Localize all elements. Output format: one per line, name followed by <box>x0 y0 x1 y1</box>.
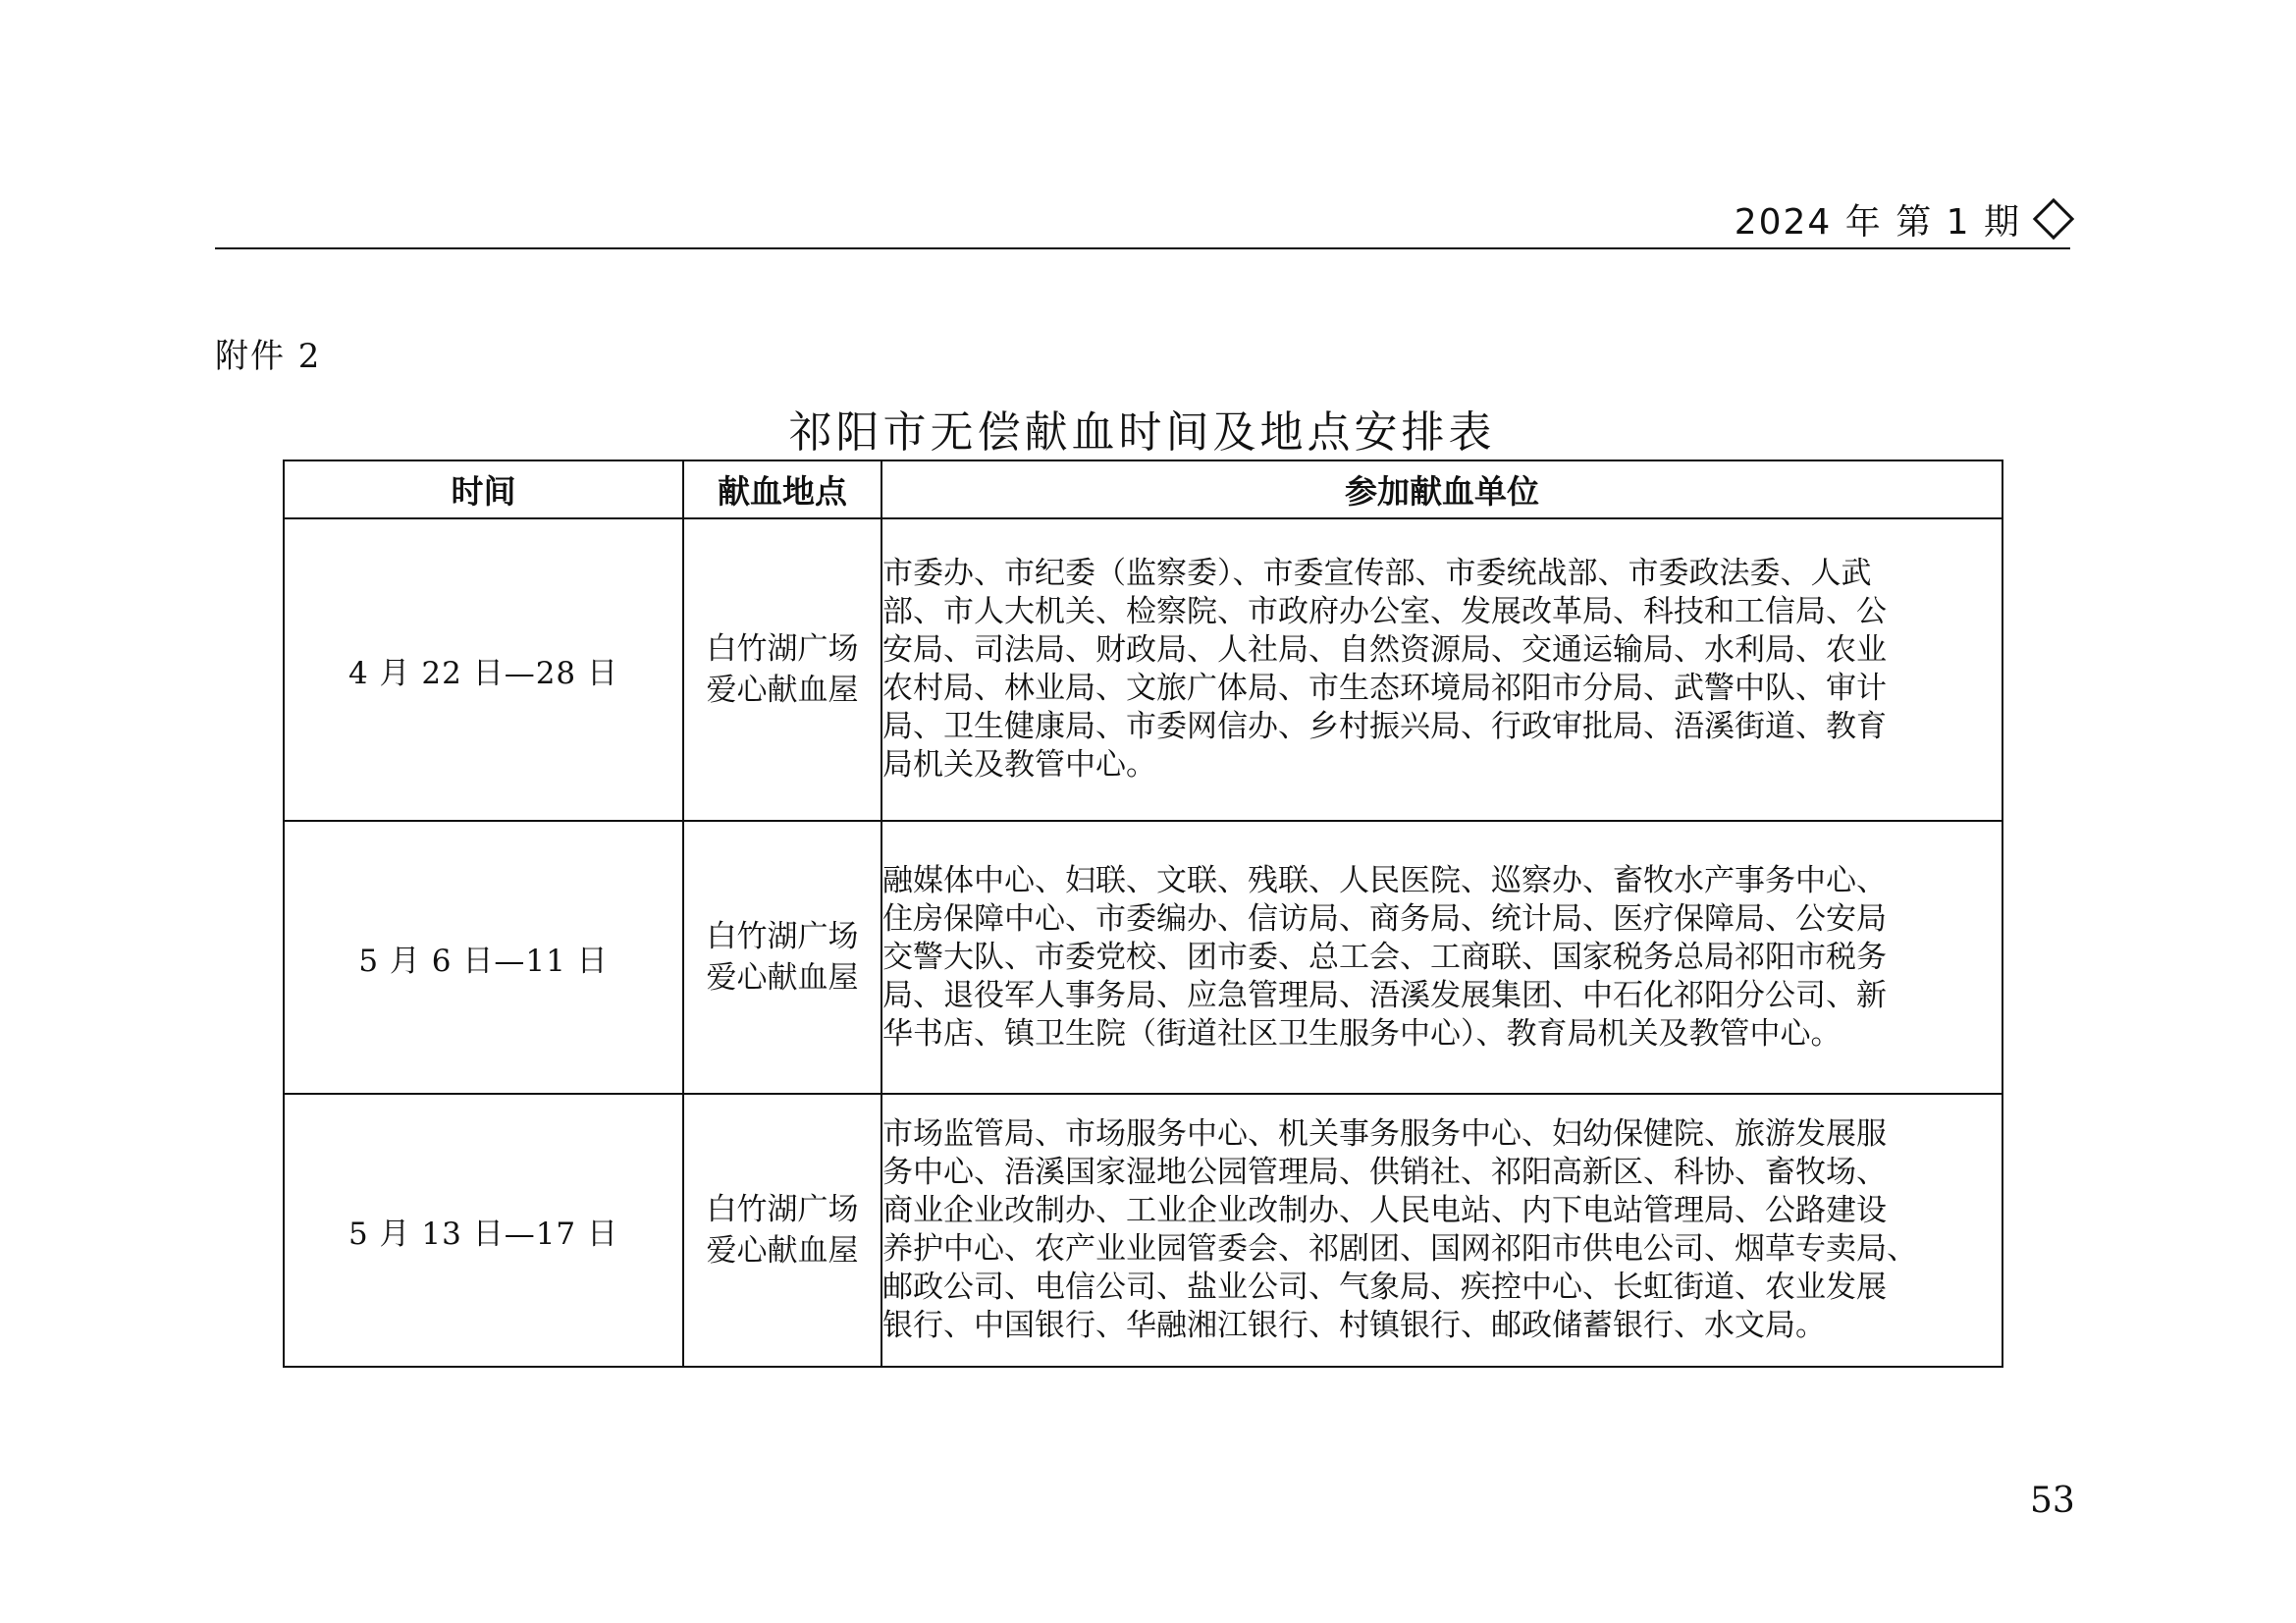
units-line: 养护中心、农产业业园管委会、祁剧团、国网祁阳市供电公司、烟草专卖局、 <box>882 1231 1917 1267</box>
header-divider <box>215 247 2070 249</box>
units-line: 务中心、浯溪国家湿地公园管理局、供销社、祁阳高新区、科协、畜牧场、 <box>882 1155 1887 1190</box>
units-line: 交警大队、市委党校、团市委、总工会、工商联、国家税务总局祁阳市税务 <box>882 939 1887 975</box>
time-cell: 4 月 22 日—28 日 <box>284 518 683 821</box>
units-line: 市委办、市纪委（监察委）、市委宣传部、市委统战部、市委政法委、人武 <box>882 556 1872 591</box>
page-number: 53 <box>2030 1481 2075 1521</box>
units-line: 局、卫生健康局、市委网信办、乡村振兴局、行政审批局、浯溪街道、教育 <box>882 709 1887 744</box>
column-header-place: 献血地点 <box>683 460 881 518</box>
units-line: 邮政公司、电信公司、盐业公司、气象局、疾控中心、长虹街道、农业发展 <box>882 1270 1887 1305</box>
units-line: 住房保障中心、市委编办、信访局、商务局、统计局、医疗保障局、公安局 <box>882 900 1887 937</box>
units-line: 银行、中国银行、华融湘江银行、村镇银行、邮政储蓄银行、水文局。 <box>882 1308 1826 1343</box>
units-line: 商业企业改制办、工业企业改制办、人民电站、内下电站管理局、公路建设 <box>882 1193 1887 1228</box>
units-line: 华书店、镇卫生院（街道社区卫生服务中心）、教育局机关及教管中心。 <box>882 1015 1842 1052</box>
diamond-icon <box>2033 198 2074 240</box>
place-line: 白竹湖广场 <box>706 919 859 954</box>
table-row <box>284 518 2002 821</box>
table-header-row <box>284 460 2002 518</box>
time-cell: 5 月 13 日—17 日 <box>284 1094 683 1367</box>
units-line: 局机关及教管中心。 <box>882 747 1156 783</box>
place-cell <box>683 518 881 821</box>
attachment-label: 附件 2 <box>215 337 322 376</box>
table-row <box>284 821 2002 1094</box>
column-header-units: 参加献血单位 <box>881 460 2002 518</box>
place-line: 爱心献血屋 <box>706 960 859 996</box>
document-title: 祁阳市无偿献血时间及地点安排表 <box>788 407 1496 458</box>
place-line: 白竹湖广场 <box>706 631 859 667</box>
place-line: 爱心献血屋 <box>706 673 859 708</box>
units-line: 局、退役军人事务局、应急管理局、浯溪发展集团、中石化祁阳分公司、新 <box>882 977 1887 1013</box>
units-line: 融媒体中心、妇联、文联、残联、人民医院、巡察办、畜牧水产事务中心、 <box>882 862 1887 898</box>
time-cell: 5 月 6 日—11 日 <box>284 821 683 1094</box>
place-cell <box>683 1094 881 1367</box>
table-row <box>284 1094 2002 1367</box>
units-cell <box>881 821 2002 1094</box>
place-line: 爱心献血屋 <box>706 1233 859 1269</box>
units-cell <box>881 518 2002 821</box>
column-header-time: 时间 <box>284 460 683 518</box>
units-line: 部、市人大机关、检察院、市政府办公室、发展改革局、科技和工信局、公 <box>882 594 1887 629</box>
issue-header <box>1735 192 2074 245</box>
units-line: 农村局、林业局、文旅广体局、市生态环境局祁阳市分局、武警中队、审计 <box>882 671 1887 706</box>
blood-donation-schedule-table <box>283 460 2003 1368</box>
issue-text: 2024 年 第 1 期 <box>1734 201 2021 243</box>
place-line: 白竹湖广场 <box>706 1192 859 1227</box>
units-line: 市场监管局、市场服务中心、机关事务服务中心、妇幼保健院、旅游发展服 <box>882 1116 1887 1152</box>
units-cell <box>881 1094 2002 1367</box>
units-line: 安局、司法局、财政局、人社局、自然资源局、交通运输局、水利局、农业 <box>882 632 1887 668</box>
place-cell <box>683 821 881 1094</box>
